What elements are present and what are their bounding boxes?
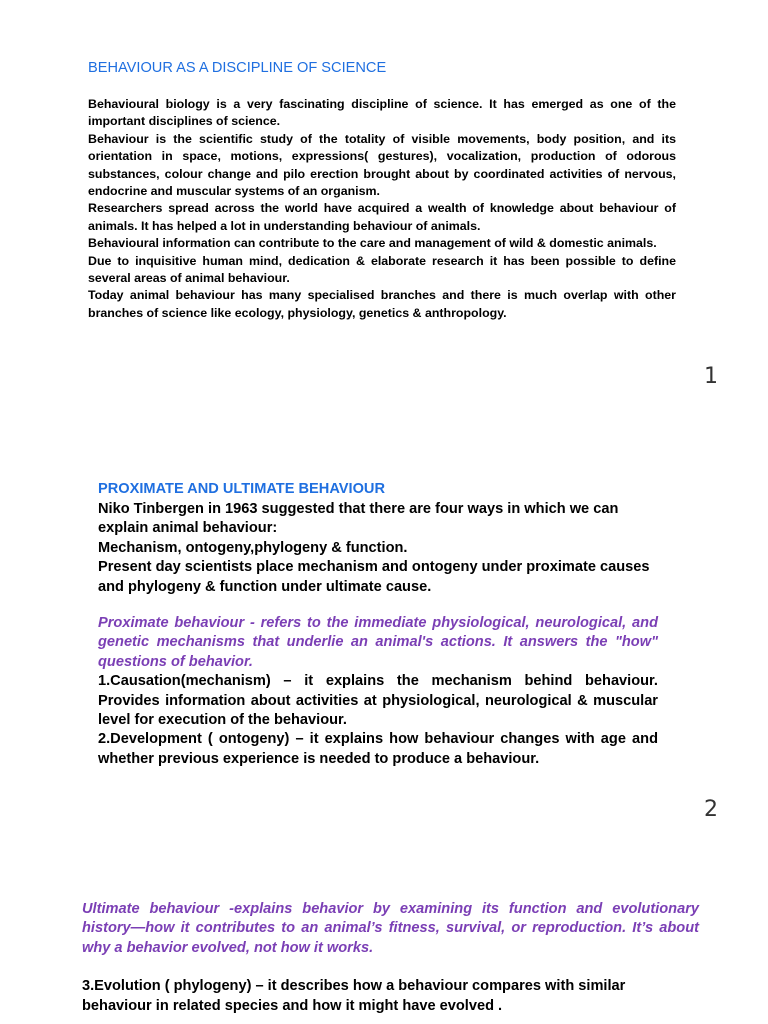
paragraph: Due to inquisitive human mind, dedication & elaborate research it has been possible to define several areas of animal behaviour. (88, 253, 676, 286)
ultimate-definition: Ultimate behaviour -explains behavior by examining its function and evolutionary history—how it contributes to an animal’s fitness, survival, or reproduction. It’s about why a behavior evolved, not how it works. (82, 901, 699, 956)
paragraph: Present day scientists place mechanism and ontogeny under proximate causes and phylogeny & function under ultimate cause. (98, 559, 650, 595)
list-item: 1.Causation(mechanism) – it explains the mechanism behind behaviour. Provides information about activities at physiological, neurological & muscular level for execution of the behaviour. (98, 673, 658, 729)
proximate-definition: Proximate behaviour - refers to the immediate physiological, neurological, and genetic mechanisms that underlie an animal's actions. It answers the "how" questions of behavior. (98, 615, 658, 670)
paragraph: Behavioural biology is a very fascinating discipline of science. It has emerged as one of the important disciplines of science. (88, 97, 676, 129)
paragraph: Behaviour is the scientific study of the totality of visible movements, body position, and its orientation in space, motions, expressions( gestures), vocalization, production of odorous substances, colour change and pilo erection brought about by coordinated activities of nervous, endocrine and muscular systems of an organism. (88, 131, 676, 199)
paragraph: Niko Tinbergen in 1963 suggested that there are four ways in which we can explain animal behaviour: (98, 501, 619, 537)
page-number: 1 (704, 364, 718, 389)
section-heading-discipline: BEHAVIOUR AS A DISCIPLINE OF SCIENCE (88, 60, 387, 76)
section-body-proximate (98, 500, 658, 769)
paragraph: Mechanism, ontogeny,phylogeny & function. (98, 539, 408, 556)
list-item: 2.Development ( ontogeny) – it explains how behaviour changes with age and whether previous experience is needed to produce a behaviour. (98, 731, 658, 767)
paragraph: Researchers spread across the world have acquired a wealth of knowledge about behaviour of animals. It has helped a lot in understanding behaviour of animals. (88, 201, 676, 233)
paragraph: Today animal behaviour has many specialised branches and there is much overlap with other branches of science like ecology, physiology, genetics & anthropology. (88, 288, 676, 320)
section-body-ultimate (82, 900, 699, 1016)
paragraph: Behavioural information can contribute to the care and management of wild & domestic animals. (88, 236, 657, 251)
list-item: 3.Evolution ( phylogeny) – it describes how a behaviour compares with similar behaviour in related species and how it might have evolved . (82, 978, 626, 1014)
section-body-discipline (88, 96, 676, 322)
section-heading-proximate-ultimate: PROXIMATE AND ULTIMATE BEHAVIOUR (98, 481, 385, 497)
page-number: 2 (704, 797, 718, 822)
